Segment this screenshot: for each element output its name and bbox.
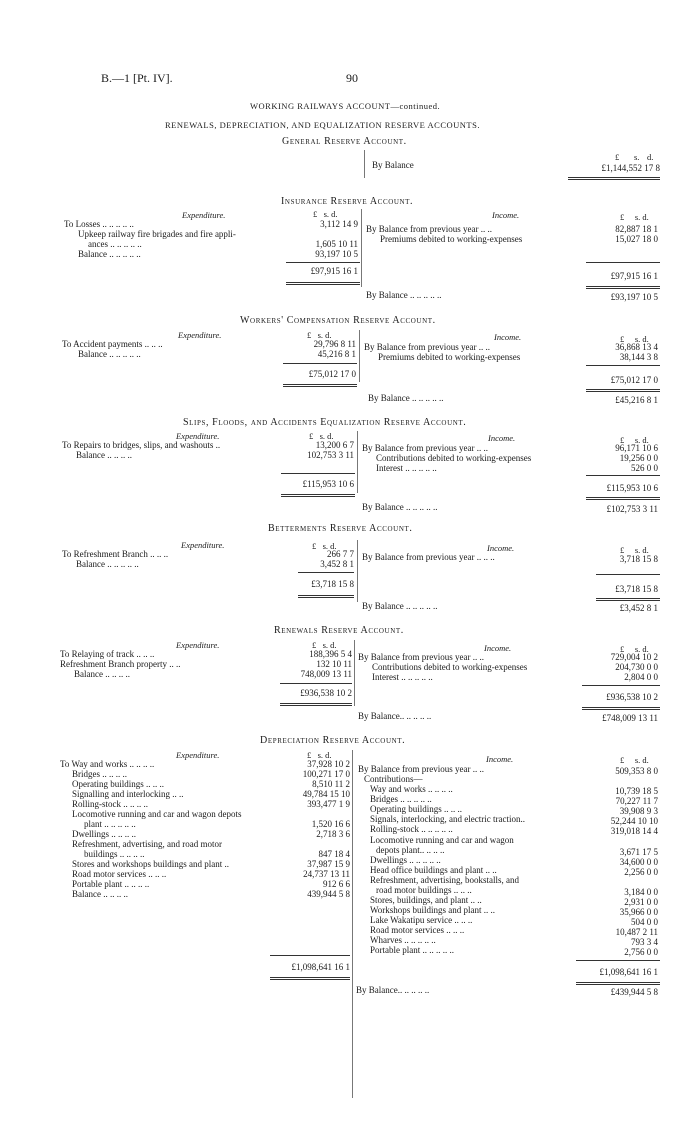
total: £1,098,641 16 1 <box>291 962 350 972</box>
amount: 2,931 0 0 <box>624 897 658 907</box>
list-item: To Refreshment Branch .. .. .. <box>62 549 169 559</box>
betterments-expenditure-heading: Expenditure. <box>181 540 225 550</box>
amount: 3,184 0 0 <box>624 887 658 897</box>
amount: 70,227 11 7 <box>615 796 658 806</box>
balance-carried: By Balance .. .. .. .. .. <box>368 393 444 403</box>
amount: 748,009 13 11 <box>300 669 352 679</box>
amount: 100,271 17 0 <box>302 769 350 779</box>
amount: 24,737 13 11 <box>303 869 350 879</box>
list-item: depots plant.. .. .. .. <box>376 845 445 855</box>
list-item: Contributions debited to working-expenses <box>376 453 532 463</box>
amount: 19,256 0 0 <box>619 453 658 463</box>
amount: 93,197 10 5 <box>315 249 358 259</box>
amount: £3,452 8 1 <box>619 603 658 613</box>
section-title-reserves: RENEWALS, DEPRECIATION, AND EQUALIZATION RESERVE ACCOUNTS. <box>165 120 480 130</box>
list-item: Dwellings .. .. .. .. .. <box>370 855 441 865</box>
amount: 2,718 3 6 <box>316 829 350 839</box>
divider <box>361 209 362 287</box>
amount: 36,868 13 4 <box>615 342 658 352</box>
amount: 393,477 1 9 <box>307 799 350 809</box>
list-item: Signalling and interlocking .. .. <box>72 789 184 799</box>
amount: 132 10 11 <box>316 659 352 669</box>
list-item: To Losses .. .. .. .. .. <box>64 219 134 229</box>
list-item: Balance .. .. .. .. .. <box>76 559 139 569</box>
amount: 1,520 16 6 <box>311 819 350 829</box>
amount: 49,784 15 10 <box>302 789 350 799</box>
amount: 319,018 14 4 <box>610 826 658 836</box>
page-reference: B.—1 [Pt. IV]. <box>101 71 173 85</box>
list-item: Balance .. .. .. .. <box>76 450 132 460</box>
amount: £45,216 8 1 <box>615 395 658 405</box>
page-number: 90 <box>346 71 358 85</box>
amount: 15,027 18 0 <box>615 234 658 244</box>
total: £936,538 10 2 <box>606 692 658 702</box>
list-item: To Relaying of track .. .. .. <box>60 649 155 659</box>
renewals-expenditure-heading: Expenditure. <box>176 640 220 650</box>
double-rule <box>568 177 660 180</box>
amount: 912 6 6 <box>323 879 350 889</box>
list-item: To Repairs to bridges, slips, and washouts .. <box>62 440 221 450</box>
general-amount: £1,144,552 17 8 <box>601 163 660 173</box>
amount: 96,171 10 6 <box>615 443 658 453</box>
list-item: road motor buildings .. .. .. <box>376 885 472 895</box>
list-item: Head office buildings and plant .. .. <box>370 865 497 875</box>
depreciation-title: Depreciation Reserve Account. <box>260 735 406 746</box>
list-item: Balance .. .. .. .. <box>74 669 130 679</box>
list-item: By Balance from previous year .. .. <box>358 764 484 774</box>
list-item: Bridges .. .. .. .. .. <box>370 794 432 804</box>
section-title-working: WORKING RAILWAYS ACCOUNT—continued. <box>250 101 441 111</box>
total: £936,538 10 2 <box>300 688 352 698</box>
amount: 504 0 0 <box>631 917 658 927</box>
list-item: Portable plant .. .. .. .. .. <box>370 945 454 955</box>
total: £3,718 15 8 <box>311 579 354 589</box>
list-item: plant .. .. .. .. .. <box>84 819 136 829</box>
list-item: Locomotive running and car and wagon depots <box>72 809 242 819</box>
list-item: By Balance from previous year .. .. <box>362 443 488 453</box>
list-item: Stores and workshops buildings and plant .. <box>72 859 229 869</box>
betterments-income-heading: Income. <box>487 543 515 553</box>
amount: 13,200 6 7 <box>315 440 354 450</box>
amount: 3,718 15 8 <box>619 554 658 564</box>
amount: 729,004 10 2 <box>610 652 658 662</box>
workers-income-heading: Income. <box>494 332 522 342</box>
amount: £439,944 5 8 <box>610 987 658 997</box>
general-by-balance: By Balance <box>372 160 414 170</box>
list-item: By Balance from previous year .. .. <box>358 652 484 662</box>
balance-carried: By Balance.. .. .. .. .. <box>356 985 430 995</box>
list-item: Contributions debited to working-expenses <box>372 662 528 672</box>
amount: 45,216 8 1 <box>317 349 356 359</box>
insurance-title: Insurance Reserve Account. <box>281 196 414 207</box>
slips-title: Slips, Floods, and Accidents Equalization Reserve Account. <box>183 417 467 428</box>
list-item: By Balance from previous year .. .. <box>364 342 490 352</box>
amount: 2,256 0 0 <box>624 867 658 877</box>
list-item: Signals, interlocking, and electric traction.. <box>370 814 525 824</box>
amount: 10,739 18 5 <box>615 786 658 796</box>
amount: 188,396 5 4 <box>309 649 352 659</box>
betterments-title: Betterments Reserve Account. <box>268 523 413 534</box>
list-item: Refreshment Branch property .. .. <box>60 659 181 669</box>
list-item: Locomotive running and car and wagon <box>370 835 514 845</box>
general-reserve-title: General Reserve Account. <box>282 136 407 147</box>
total: £1,098,641 16 1 <box>599 967 658 977</box>
list-item: Balance .. .. .. .. .. <box>78 349 141 359</box>
amount: 52,244 10 10 <box>610 816 658 826</box>
list-item: Rolling-stock .. .. .. .. .. <box>370 824 453 834</box>
amount: 29,796 8 11 <box>313 339 356 349</box>
amount: 8,510 11 2 <box>312 779 350 789</box>
col-pounds: £ <box>615 152 620 162</box>
workers-expenditure-heading: Expenditure. <box>178 330 222 340</box>
col-shillings: s. <box>634 152 640 162</box>
list-item: Premiums debited to working-expenses <box>380 234 523 244</box>
slips-income-heading: Income. <box>488 433 516 443</box>
list-item: Contributions— <box>364 774 423 784</box>
list-item: Road motor services .. .. .. <box>370 925 465 935</box>
amount: £102,753 3 11 <box>606 504 658 514</box>
list-item: Premiums debited to working-expenses <box>378 352 521 362</box>
list-item: Operating buildings .. .. .. <box>72 779 164 789</box>
amount: 1,605 10 11 <box>315 239 358 249</box>
list-item: By Balance from previous year .. .. <box>366 224 492 234</box>
balance-carried: By Balance .. .. .. .. .. <box>362 502 438 512</box>
amount: £748,009 13 11 <box>602 713 658 723</box>
amount: 82,887 18 1 <box>615 224 658 234</box>
list-item: By Balance from previous year .. .. .. <box>362 552 495 562</box>
amount: 3,112 14 9 <box>320 219 358 229</box>
total: £3,718 15 8 <box>615 584 658 594</box>
total: £75,012 17 0 <box>610 375 658 385</box>
list-item: Balance .. .. .. .. .. <box>78 249 141 259</box>
list-item: Rolling-stock .. .. .. .. <box>72 799 148 809</box>
total: £97,915 16 1 <box>610 271 658 281</box>
amount: 2,804 0 0 <box>624 672 658 682</box>
list-item: Way and works .. .. .. .. <box>370 784 453 794</box>
balance-carried: By Balance.. .. .. .. .. <box>358 711 432 721</box>
amount: 509,353 8 0 <box>615 766 658 776</box>
list-item: Balance .. .. .. .. <box>72 889 128 899</box>
list-item: Portable plant .. .. .. .. <box>72 879 150 889</box>
renewals-income-heading: Income. <box>484 643 512 653</box>
amount: 266 7 7 <box>327 549 354 559</box>
amount: 37,987 15 9 <box>307 859 350 869</box>
list-item: Refreshment, advertising, bookstalls, and <box>370 875 519 885</box>
amount: 2,756 0 0 <box>624 947 658 957</box>
amount: 793 3 4 <box>631 937 658 947</box>
amount: 35,966 0 0 <box>619 907 658 917</box>
total: £115,953 10 6 <box>302 479 354 489</box>
amount: 34,600 0 0 <box>619 857 658 867</box>
amount: 3,671 17 5 <box>619 847 658 857</box>
total: £75,012 17 0 <box>308 369 356 379</box>
list-item: Workshops buildings and plant .. .. <box>370 905 496 915</box>
amount: 439,944 5 8 <box>307 889 350 899</box>
list-item: Interest .. .. .. .. .. <box>376 463 437 473</box>
total: £97,915 16 1 <box>310 266 358 276</box>
depreciation-income-heading: Income. <box>486 754 514 764</box>
list-item: Wharves .. .. .. .. .. <box>370 935 436 945</box>
amount: 3,452 8 1 <box>320 559 354 569</box>
slips-expenditure-heading: Expenditure. <box>176 431 220 441</box>
total: £115,953 10 6 <box>606 483 658 493</box>
list-item: Operating buildings .. .. .. <box>370 804 462 814</box>
workers-title: Workers' Compensation Reserve Account. <box>240 315 436 326</box>
divider <box>364 150 365 178</box>
amount: £93,197 10 5 <box>610 292 658 302</box>
insurance-expenditure-heading: Expenditure. <box>182 210 226 220</box>
list-item: Bridges .. .. .. .. <box>72 769 127 779</box>
amount: 37,928 10 2 <box>307 759 350 769</box>
list-item: Road motor services .. .. .. <box>72 869 167 879</box>
list-item: Dwellings .. .. .. .. <box>72 829 136 839</box>
list-item: Refreshment, advertising, and road motor <box>72 839 222 849</box>
list-item: To Way and works .. .. .. .. <box>60 759 155 769</box>
amount: 39,908 9 3 <box>619 806 658 816</box>
list-item: Stores, buildings, and plant .. .. <box>370 895 482 905</box>
amount: 102,753 3 11 <box>307 450 354 460</box>
amount: 10,487 2 11 <box>615 927 658 937</box>
list-item: buildings .. .. .. .. <box>84 849 145 859</box>
list-item: Interest .. .. .. .. .. <box>372 672 433 682</box>
amount: 526 0 0 <box>631 463 658 473</box>
balance-carried: By Balance .. .. .. .. .. <box>362 601 438 611</box>
renewals-title: Renewals Reserve Account. <box>274 625 404 636</box>
list-item: ances .. .. .. .. .. <box>88 239 142 249</box>
depreciation-expenditure-heading: Expenditure. <box>176 750 220 760</box>
list-item: To Accident payments .. .. .. <box>62 339 163 349</box>
amount: 204,730 0 0 <box>615 662 658 672</box>
col-pence: d. <box>647 152 654 162</box>
list-item: Upkeep railway fire brigades and fire appli- <box>78 229 236 239</box>
list-item: Lake Wakatipu service .. .. .. <box>370 915 473 925</box>
balance-carried: By Balance .. .. .. .. .. <box>366 290 442 300</box>
insurance-income-heading: Income. <box>492 210 520 220</box>
amount: 38,144 3 8 <box>619 352 658 362</box>
amount: 847 18 4 <box>318 849 350 859</box>
